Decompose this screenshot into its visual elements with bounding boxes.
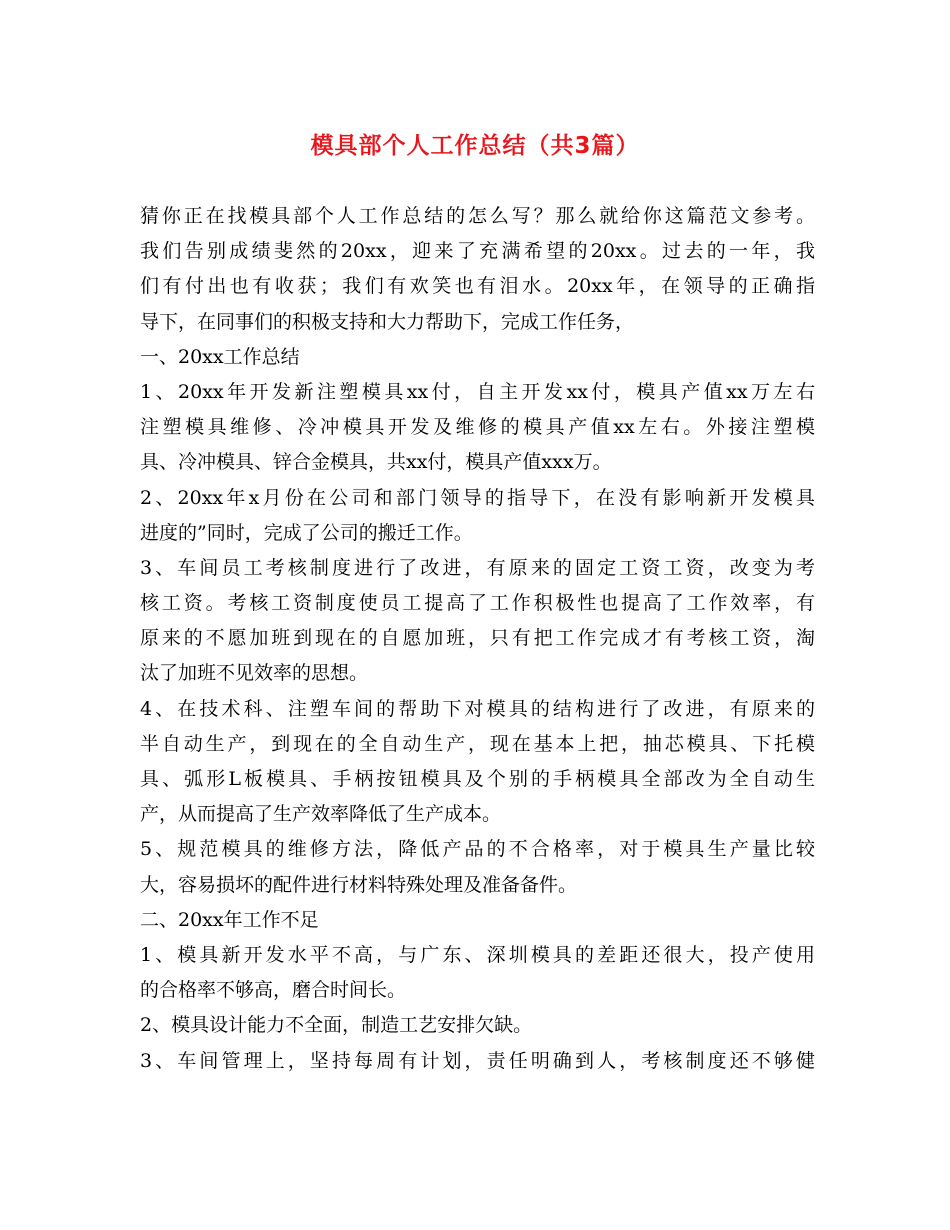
body-text-line: 的合格率不够高，磨合时间长。 [140, 979, 407, 1002]
body-text-line: 具、弧形L板模具、手柄按钮模具及个别的手柄模具全部改为全自动生 [140, 768, 815, 790]
body-text-line: 进度的”同时，完成了公司的搬迁工作。 [140, 521, 473, 544]
body-text-line: 5、规范模具的维修方法，降低产品的不合格率，对于模具生产量比较 [140, 838, 815, 861]
body-text-line: 一、20xx工作总结 [140, 345, 300, 368]
body-text-line: 注塑模具维修、冷冲模具开发及维修的模具产值xx左右。外接注塑模 [140, 416, 815, 439]
document-title: 模具部个人工作总结（共3篇） [310, 133, 640, 159]
body-text-line: 大，容易损坏的配件进行材料特殊处理及准备备件。 [140, 873, 578, 896]
body-text-line: 我们告别成绩斐然的20xx，迎来了充满希望的20xx。过去的一年，我 [140, 240, 815, 263]
body-text-line: 1、20xx年开发新注塑模具xx付，自主开发xx付，模具产值xx万左右 [140, 380, 815, 403]
body-text-line: 导下，在同事们的积极支持和大力帮助下，完成工作任务， [140, 310, 635, 333]
document-body [140, 199, 815, 1079]
body-text-line: 核工资。考核工资制度使员工提高了工作积极性也提高了工作效率，有 [140, 592, 815, 615]
body-text-line: 1、模具新开发水平不高，与广东、深圳模具的差距还很大，投产使用 [140, 943, 815, 966]
body-text-line: 2、模具设计能力不全面，制造工艺安排欠缺。 [140, 1014, 533, 1037]
body-text-line: 产，从而提高了生产效率降低了生产成本。 [140, 803, 502, 826]
body-text-line: 3、车间员工考核制度进行了改进，有原来的固定工资工资，改变为考 [140, 556, 815, 579]
body-text-line: 2、20xx年x月份在公司和部门领导的指导下，在没有影响新开发模具 [140, 486, 815, 509]
body-text-line: 原来的不愿加班到现在的自愿加班，只有把工作完成才有考核工资，淘 [140, 627, 815, 650]
body-text-line: 汰了加班不见效率的思想。 [140, 662, 369, 685]
body-text-line: 具、冷冲模具、锌合金模具，共xx付，模具产值xxx万。 [140, 451, 612, 474]
body-text-line: 3、车间管理上，坚持每周有计划，责任明确到人，考核制度还不够健 [140, 1049, 815, 1072]
body-text-line: 二、20xx年工作不足 [140, 908, 319, 931]
body-text-line: 们有付出也有收获；我们有欢笑也有泪水。20xx年，在领导的正确指 [140, 275, 815, 298]
body-text-line: 4、在技术科、注塑车间的帮助下对模具的结构进行了改进，有原来的 [140, 697, 815, 720]
body-text-line: 半自动生产，到现在的全自动生产，现在基本上把，抽芯模具、下托模 [140, 732, 815, 755]
body-text-line: 猜你正在找模具部个人工作总结的怎么写？那么就给你这篇范文参考。 [140, 205, 815, 227]
